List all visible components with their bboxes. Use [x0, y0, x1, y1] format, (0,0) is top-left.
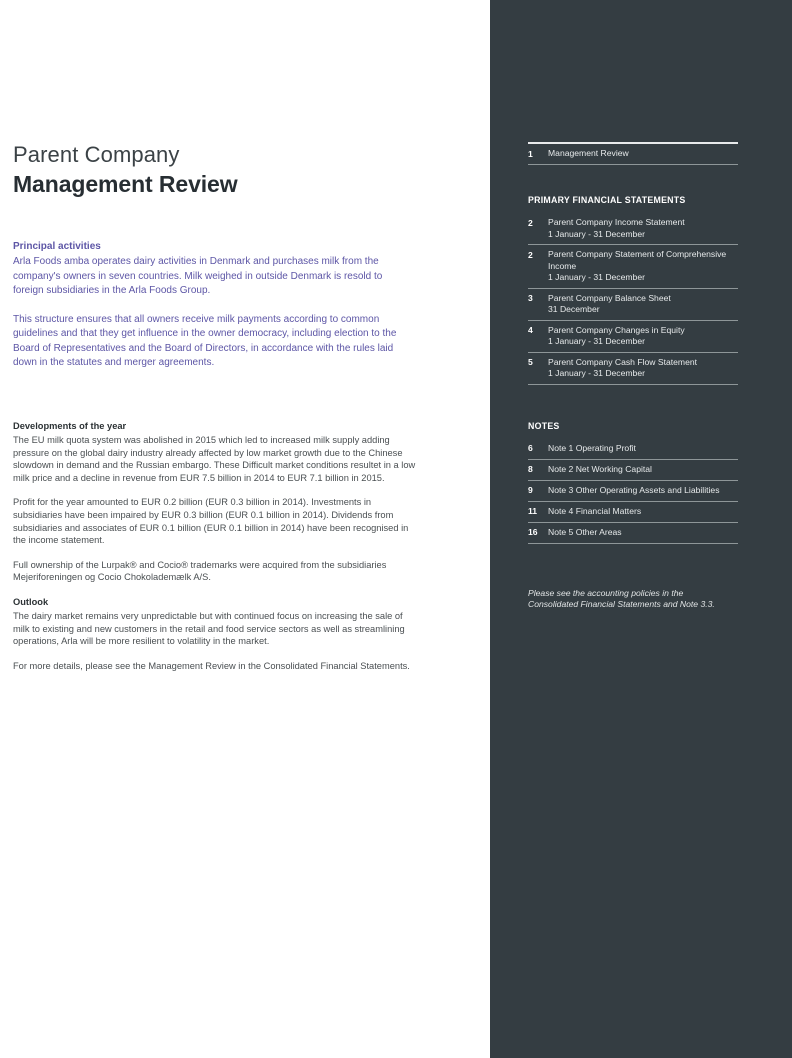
page-title: Management Review: [13, 171, 238, 197]
toc-entry[interactable]: [528, 245, 738, 288]
toc-entry[interactable]: [528, 321, 738, 352]
toc-entry-title: Note 5 Other Areas: [548, 526, 622, 537]
toc-entry-subtitle: 31 December: [548, 304, 600, 314]
body-copy-section: [13, 420, 418, 672]
toc-entry[interactable]: [528, 353, 738, 384]
toc-entry-subtitle: 1 January - 31 December: [548, 272, 645, 282]
page-title-block: [13, 142, 433, 198]
developments-heading: Developments of the year: [13, 421, 127, 431]
toc-entry-title: [548, 217, 738, 240]
toc-entry-subtitle: 1 January - 31 December: [548, 228, 645, 239]
toc-page-number: 5: [528, 357, 533, 367]
toc-entry-title-text: Parent Company Changes in Equity: [548, 324, 685, 335]
toc-page-number: 11: [528, 506, 538, 516]
toc-page-number: 2: [528, 249, 533, 260]
toc-page-number: 6: [528, 443, 533, 453]
toc-footnote: Please see the accounting policies in the Consolidated Financial Statements and Note 3.3.: [528, 587, 715, 610]
toc-spacer: [528, 431, 738, 439]
toc-page-number: 2: [528, 217, 533, 228]
toc-entry-title-text: Parent Company Cash Flow Statement: [548, 356, 698, 367]
toc-entry-subtitle: 1 January - 31 December: [548, 368, 645, 378]
toc-entry-title: [548, 325, 738, 348]
toc-entry[interactable]: [528, 289, 738, 320]
toc-entry-title: Management Review: [548, 148, 629, 158]
toc-section-heading-primary: PRIMARY FINANCIAL STATEMENTS: [528, 195, 686, 205]
developments-paragraph-3: Full ownership of the Lurpak® and Cocio® trademarks were acquired from the subsidiaries Mejeriforeningen og Cocio Chokolademælk A/S.: [13, 559, 387, 583]
sidebar-panel: [490, 0, 792, 1058]
toc-entry-title-text: Parent Company Balance Sheet: [548, 292, 671, 303]
toc-entry-title: [548, 357, 738, 380]
principal-activities-paragraph-1: Arla Foods amba operates dairy activities in Denmark and purchases milk from the company's owners in seven countries. Milk weighed in outside Denmark is resold to foreign subsidiaries in the Arla Foods Group.: [13, 256, 383, 296]
toc-spacer: [528, 165, 738, 195]
toc-page-number: 9: [528, 485, 533, 495]
table-of-contents: [528, 142, 738, 611]
outlook-paragraph-2: For more details, please see the Management Review in the Consolidated Financial Statements.: [13, 660, 410, 671]
developments-paragraph-1: The EU milk quota system was abolished in 2015 which led to increased milk supply adding pressure on the global dairy industry already affected by low market growth due to the Chinese slowdown in demand and the Russian embargo. These Difficult market conditions resultet in a low milk price and a decline in revenue from EUR 7.5 billion in 2014 to EUR 7.1 billion in 2015.: [13, 435, 416, 483]
toc-entry[interactable]: [528, 523, 738, 543]
toc-entry-title: Note 2 Net Working Capital: [548, 463, 652, 474]
toc-entry[interactable]: [528, 439, 738, 459]
principal-activities-heading: Principal activities: [13, 241, 101, 252]
page-title-overline: Parent Company: [13, 142, 180, 167]
toc-entry-title: [548, 249, 738, 284]
principal-activities-section: [13, 240, 413, 371]
principal-activities-paragraph-2: This structure ensures that all owners receive milk payments according to common guidelines and that they get influence in the owner democracy, including election to the Board of Representatives and the Board of Directors, in accordance with the rules laid down in the statutes and merger agreements.: [13, 313, 397, 368]
toc-page-number: 1: [528, 148, 533, 159]
toc-section-heading-notes: NOTES: [528, 420, 560, 431]
toc-entry-title-text: Parent Company Income Statement: [548, 217, 685, 227]
toc-entry[interactable]: [528, 213, 738, 244]
toc-page-number: 8: [528, 464, 533, 474]
toc-entry-title: [548, 293, 738, 316]
toc-entry[interactable]: [528, 144, 738, 164]
toc-entry[interactable]: [528, 481, 738, 501]
outlook-paragraph-1: The dairy market remains very unpredictable but with continued focus on increasing the sale of milk to existing and new customers in the retail and food service sectors as well as streamlining operations, Arla will be more resilient to volatility in the market.: [13, 610, 405, 647]
toc-page-number: 3: [528, 293, 533, 303]
toc-page-number: 4: [528, 325, 533, 335]
outlook-heading: Outlook: [13, 596, 49, 607]
toc-entry[interactable]: [528, 502, 738, 522]
toc-spacer: [528, 205, 738, 213]
toc-spacer: [528, 385, 738, 421]
toc-entry-title: Note 3 Other Operating Assets and Liabilities: [548, 484, 720, 495]
toc-entry[interactable]: [528, 460, 738, 480]
toc-entry-title-text: Parent Company Statement of Comprehensive Income: [548, 249, 727, 271]
toc-entry-title: Note 1 Operating Profit: [548, 442, 636, 453]
toc-divider: [528, 543, 738, 544]
toc-entry-subtitle: 1 January - 31 December: [548, 336, 645, 346]
toc-entry-title: Note 4 Financial Matters: [548, 505, 642, 516]
developments-paragraph-2: Profit for the year amounted to EUR 0.2 billion (EUR 0.3 billion in 2014). Investments in subsidiaries have been impaired by EUR 0.3 billion (EUR 0.1 billion in 2014). Dividends from subsidiaries and associates of EUR 0.1 billion (EUR 0.1 billion in 2014) have been recognised in the income statement.: [13, 497, 409, 546]
toc-page-number: 16: [528, 527, 538, 537]
